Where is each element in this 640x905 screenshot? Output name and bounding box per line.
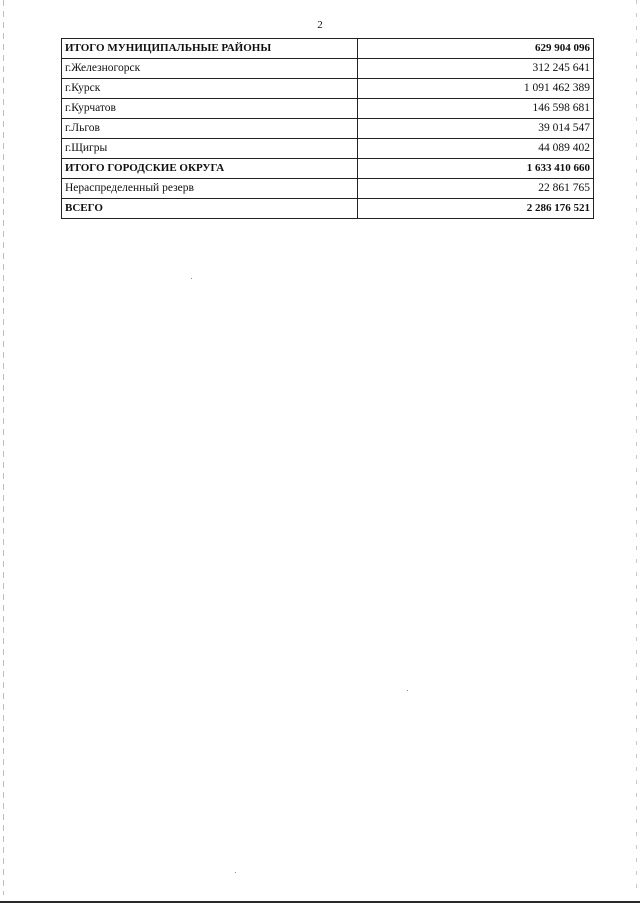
scan-right-edge (636, 0, 637, 895)
row-name: ВСЕГО (62, 199, 358, 219)
table-row (62, 119, 594, 139)
row-name: г.Льгов (62, 119, 358, 139)
row-amount: 1 633 410 660 (358, 159, 594, 179)
scan-left-edge (3, 0, 4, 895)
row-amount: 22 861 765 (358, 179, 594, 199)
row-name: г.Курчатов (62, 99, 358, 119)
row-amount: 312 245 641 (358, 59, 594, 79)
scan-speck (407, 690, 408, 691)
row-amount: 146 598 681 (358, 99, 594, 119)
table-row (62, 179, 594, 199)
row-name: ИТОГО ГОРОДСКИЕ ОКРУГА (62, 159, 358, 179)
row-name: ИТОГО МУНИЦИПАЛЬНЫЕ РАЙОНЫ (62, 39, 358, 59)
page-number: 2 (317, 19, 323, 31)
table-row-total-city-districts (62, 159, 594, 179)
scan-speck (191, 278, 192, 279)
budget-table (61, 38, 594, 219)
table-row (62, 139, 594, 159)
table-row-grand-total (62, 199, 594, 219)
row-amount: 629 904 096 (358, 39, 594, 59)
row-name: г.Курск (62, 79, 358, 99)
table-row-total-districts (62, 39, 594, 59)
row-name: г.Щигры (62, 139, 358, 159)
row-amount: 39 014 547 (358, 119, 594, 139)
row-amount: 1 091 462 389 (358, 79, 594, 99)
row-amount: 2 286 176 521 (358, 199, 594, 219)
row-amount: 44 089 402 (358, 139, 594, 159)
scan-speck (235, 872, 236, 873)
table-row (62, 79, 594, 99)
table-row (62, 99, 594, 119)
scan-bottom-edge (0, 901, 640, 903)
row-name: г.Железногорск (62, 59, 358, 79)
table-row (62, 59, 594, 79)
row-name: Нераспределенный резерв (62, 179, 358, 199)
